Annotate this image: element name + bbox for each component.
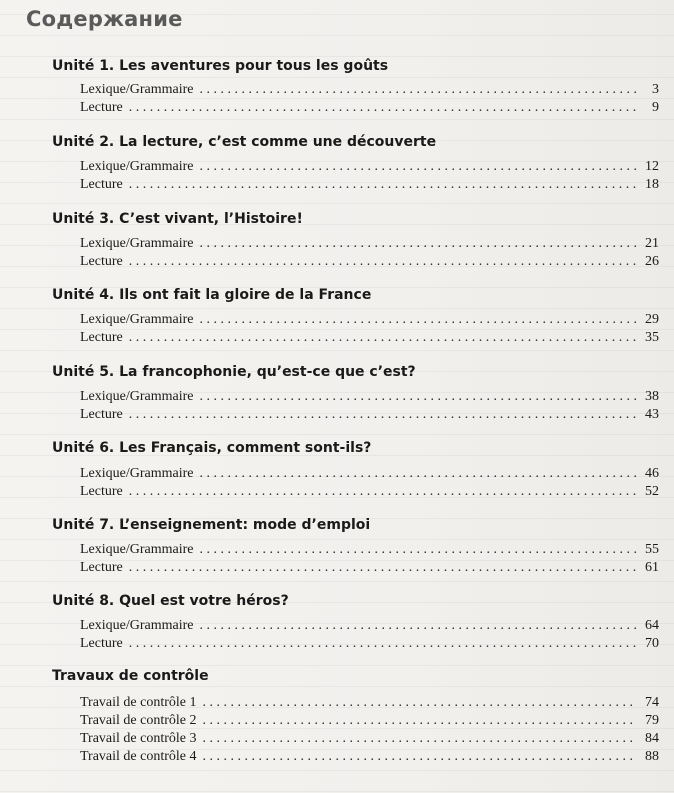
toc-entry[interactable] bbox=[80, 100, 659, 118]
section-heading: Unité 7. L’enseignement: mode d’emploi bbox=[52, 517, 371, 533]
dot-leader bbox=[200, 82, 637, 98]
toc-entry[interactable] bbox=[80, 484, 659, 502]
entry-label: Lecture bbox=[80, 484, 123, 499]
toc-entry[interactable] bbox=[80, 82, 659, 100]
dot-leader bbox=[200, 466, 637, 482]
toc-entry[interactable] bbox=[80, 749, 659, 767]
entry-page-number: 38 bbox=[645, 389, 659, 404]
section-heading: Unité 4. Ils ont fait la gloire de la France bbox=[52, 287, 372, 303]
dot-leader bbox=[129, 407, 637, 423]
entry-page-number: 9 bbox=[652, 100, 659, 115]
section-heading: Unité 3. C’est vivant, l’Histoire! bbox=[52, 211, 303, 227]
toc-entry[interactable] bbox=[80, 731, 659, 749]
dot-leader bbox=[200, 312, 637, 328]
toc-entry[interactable] bbox=[80, 542, 659, 560]
entry-label: Lexique/Grammaire bbox=[80, 389, 194, 404]
toc-entry[interactable] bbox=[80, 389, 659, 407]
toc-entry[interactable] bbox=[80, 713, 659, 731]
entry-page-number: 46 bbox=[645, 466, 659, 481]
entry-page-number: 74 bbox=[645, 695, 659, 710]
entry-label: Lecture bbox=[80, 100, 123, 115]
toc-entry[interactable] bbox=[80, 618, 659, 636]
dot-leader bbox=[129, 484, 637, 500]
section-heading: Unité 6. Les Français, comment sont-ils? bbox=[52, 440, 372, 456]
entry-page-number: 64 bbox=[645, 618, 659, 633]
toc-entry[interactable] bbox=[80, 254, 659, 272]
entry-label: Lexique/Grammaire bbox=[80, 82, 194, 97]
entry-page-number: 52 bbox=[645, 484, 659, 499]
page-title: Содержание bbox=[26, 7, 183, 31]
dot-leader bbox=[129, 177, 637, 193]
entry-page-number: 35 bbox=[645, 330, 659, 345]
section-heading: Unité 5. La francophonie, qu’est-ce que c’est? bbox=[52, 364, 416, 380]
entry-page-number: 79 bbox=[645, 713, 659, 728]
toc-entry[interactable] bbox=[80, 695, 659, 713]
entry-label: Travail de contrôle 3 bbox=[80, 731, 197, 746]
section-heading: Travaux de contrôle bbox=[52, 668, 209, 684]
dot-leader bbox=[129, 100, 637, 116]
toc-entry[interactable] bbox=[80, 159, 659, 177]
entry-page-number: 26 bbox=[645, 254, 659, 269]
entry-page-number: 12 bbox=[645, 159, 659, 174]
entry-label: Lecture bbox=[80, 560, 123, 575]
dot-leader bbox=[129, 254, 637, 270]
entry-page-number: 88 bbox=[645, 749, 659, 764]
dot-leader bbox=[203, 731, 637, 747]
dot-leader bbox=[200, 618, 637, 634]
dot-leader bbox=[129, 636, 637, 652]
dot-leader bbox=[200, 389, 637, 405]
entry-label: Lexique/Grammaire bbox=[80, 466, 194, 481]
entry-page-number: 21 bbox=[645, 236, 659, 251]
toc-entry[interactable] bbox=[80, 177, 659, 195]
dot-leader bbox=[200, 236, 637, 252]
entry-page-number: 3 bbox=[652, 82, 659, 97]
entry-page-number: 55 bbox=[645, 542, 659, 557]
section-heading: Unité 8. Quel est votre héros? bbox=[52, 593, 289, 609]
entry-label: Lexique/Grammaire bbox=[80, 618, 194, 633]
dot-leader bbox=[200, 159, 637, 175]
entry-label: Lexique/Grammaire bbox=[80, 312, 194, 327]
toc-entry[interactable] bbox=[80, 236, 659, 254]
entry-label: Travail de contrôle 1 bbox=[80, 695, 197, 710]
entry-label: Lexique/Grammaire bbox=[80, 542, 194, 557]
entry-page-number: 43 bbox=[645, 407, 659, 422]
entry-page-number: 61 bbox=[645, 560, 659, 575]
entry-page-number: 18 bbox=[645, 177, 659, 192]
section-heading: Unité 2. La lecture, c’est comme une découverte bbox=[52, 134, 437, 150]
toc-entry[interactable] bbox=[80, 312, 659, 330]
dot-leader bbox=[200, 542, 637, 558]
dot-leader bbox=[203, 749, 637, 765]
entry-label: Lecture bbox=[80, 636, 123, 651]
entry-label: Lecture bbox=[80, 407, 123, 422]
dot-leader bbox=[129, 330, 637, 346]
dot-leader bbox=[203, 695, 637, 711]
entry-page-number: 29 bbox=[645, 312, 659, 327]
dot-leader bbox=[203, 713, 637, 729]
entry-label: Travail de contrôle 4 bbox=[80, 749, 197, 764]
toc-entry[interactable] bbox=[80, 466, 659, 484]
toc-entry[interactable] bbox=[80, 407, 659, 425]
entry-label: Travail de contrôle 2 bbox=[80, 713, 197, 728]
entry-page-number: 84 bbox=[645, 731, 659, 746]
entry-label: Lexique/Grammaire bbox=[80, 159, 194, 174]
entry-label: Lecture bbox=[80, 177, 123, 192]
entry-label: Lecture bbox=[80, 254, 123, 269]
toc-entry[interactable] bbox=[80, 636, 659, 654]
toc-entry[interactable] bbox=[80, 560, 659, 578]
toc-entry[interactable] bbox=[80, 330, 659, 348]
entry-label: Lexique/Grammaire bbox=[80, 236, 194, 251]
dot-leader bbox=[129, 560, 637, 576]
entry-label: Lecture bbox=[80, 330, 123, 345]
section-heading: Unité 1. Les aventures pour tous les goûts bbox=[52, 58, 389, 74]
entry-page-number: 70 bbox=[645, 636, 659, 651]
